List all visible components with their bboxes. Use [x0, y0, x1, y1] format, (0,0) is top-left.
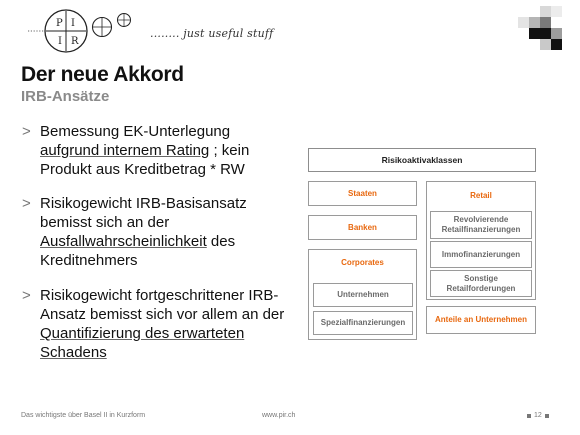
logo-letter-r: R	[71, 36, 79, 47]
footer-url: www.pir.ch	[262, 412, 296, 419]
box-anteile-an-unternehmen: Anteile an Unternehmen	[426, 306, 536, 334]
slide-subtitle: IRB-Ansätze	[21, 88, 110, 105]
diagram-header: Risikoaktivaklassen	[308, 148, 536, 172]
bullet-3	[22, 286, 292, 362]
slide-title: Der neue Akkord	[21, 63, 184, 86]
bullet-marker: >	[22, 123, 31, 140]
box-staaten: Staaten	[308, 181, 417, 206]
page-number: 12	[534, 412, 542, 419]
box-unternehmen: Unternehmen	[313, 283, 413, 307]
bullet-marker: >	[22, 287, 31, 304]
page-square-left-icon	[527, 414, 531, 418]
logo-tagline: ........ just useful stuff	[150, 27, 274, 40]
box-spezialfinanzierungen: Spezialfinanzierungen	[313, 311, 413, 335]
label-retail: Retail	[470, 191, 492, 200]
logo-letter-p: P	[56, 18, 63, 29]
corner-squares-decoration	[518, 6, 564, 60]
label-corporates: Corporates	[341, 258, 384, 267]
box-banken: Banken	[308, 215, 417, 240]
bullet-1	[22, 122, 292, 179]
bullet-2	[22, 194, 292, 270]
bullet-2-text: Risikogewicht IRB-Basisansatz bemisst sich an der Ausfallwahrscheinlichkeit des Kreditnehmers	[40, 195, 247, 269]
box-sonstige-retailforderungen: Sonstige Retailforderungen	[430, 270, 532, 297]
box-immofinanzierungen: Immofinanzierungen	[430, 241, 532, 268]
bullet-1-text: Bemessung EK-Unterlegung aufgrund internem Rating ; kein Produkt aus Kreditbetrag * RW	[40, 123, 250, 178]
page-square-right-icon	[545, 414, 549, 418]
footer-title: Das wichtigste über Basel II in Kurzform	[21, 412, 146, 419]
logo-letter-i: I	[71, 18, 75, 29]
bullet-marker: >	[22, 195, 31, 212]
pir-logo	[20, 6, 150, 54]
bullet-3-text: Risikogewicht fortgeschrittener IRB-Ansatz bemisst sich vor allem an der Quantifizierung des erwarteten Schadens	[40, 287, 285, 361]
logo-letter-i2: I	[58, 36, 62, 47]
box-revolvierende-retailfinanzierungen: Revolvierende Retailfinanzierungen	[430, 211, 532, 239]
footer-page-number	[527, 412, 549, 419]
